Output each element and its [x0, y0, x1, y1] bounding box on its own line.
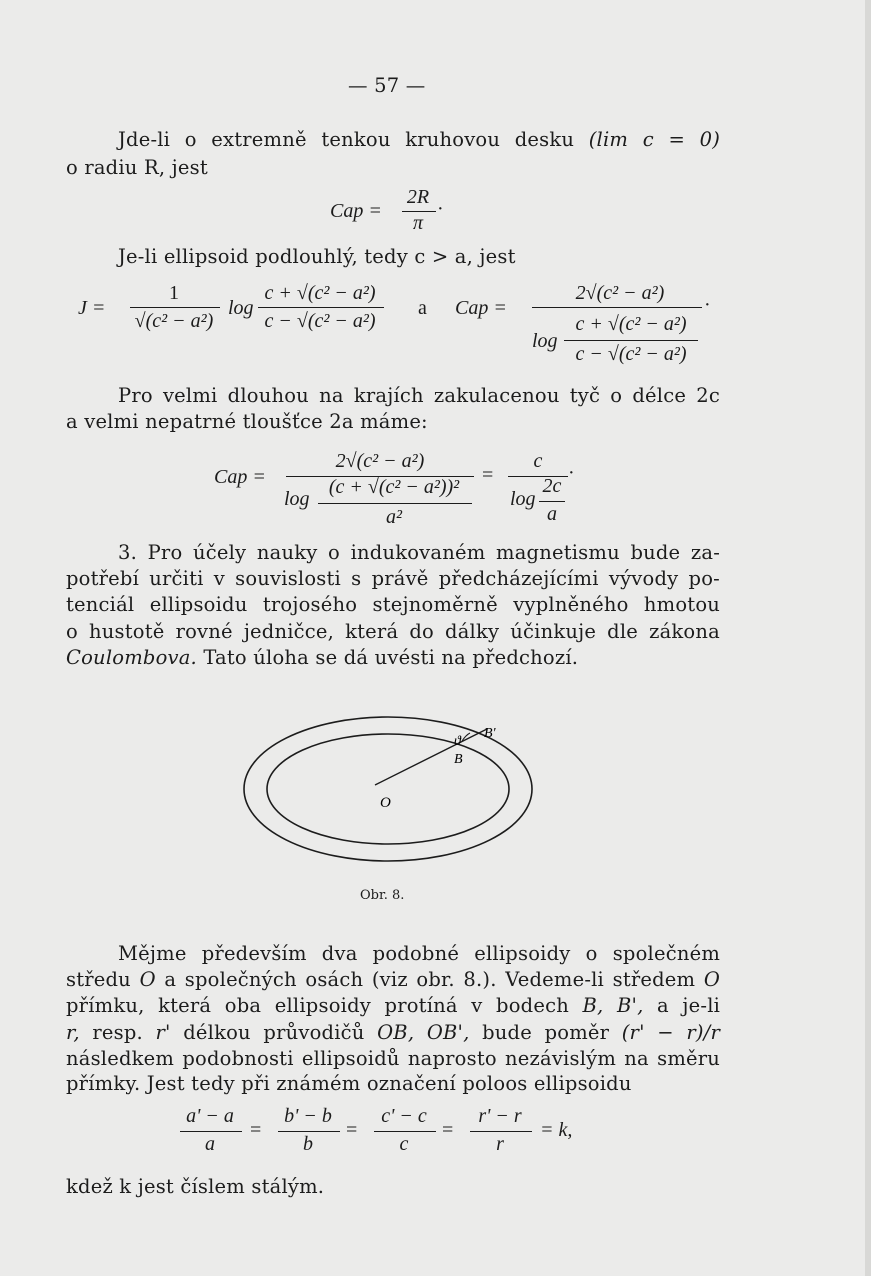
word: (viz [371, 968, 408, 991]
label-o: O [380, 795, 391, 811]
word: středu [66, 968, 131, 991]
page-number: — 57 — [348, 74, 426, 97]
word: hustotě [89, 620, 165, 643]
eq3-eq: = [482, 464, 494, 486]
eq4-f2-bar [278, 1131, 340, 1132]
word: magnetismu [496, 541, 620, 564]
word: nauky [256, 541, 318, 564]
eq2-j-log-den: c − √(c² − a²) [264, 310, 376, 332]
eq2-j-log-num: c + √(c² − a²) [264, 282, 376, 304]
eq2-cap-log-den: c − √(c² − a²) [575, 343, 687, 365]
word: Jde-li [118, 128, 171, 151]
word: zakulacenou [433, 384, 560, 407]
word: 3. [118, 541, 138, 564]
word: 2c [696, 384, 720, 407]
word: naprosto [407, 1047, 497, 1070]
eq3-rhs-num: c [533, 450, 543, 472]
last-line: kdež k jest číslem stálým. [66, 1175, 325, 1198]
word: o [610, 384, 623, 407]
eq3-end: · [568, 462, 575, 484]
word: za- [690, 541, 720, 564]
para3-line5 [66, 646, 578, 669]
word: na [319, 384, 344, 407]
eq2-end: · [704, 294, 711, 316]
word: tenciál [66, 593, 135, 616]
eq4-f2-num: b' − b [284, 1105, 332, 1127]
word: po- [688, 567, 720, 590]
word: ellipsoidů [301, 1047, 400, 1070]
word: Pro [147, 541, 183, 564]
para4-line2 [66, 968, 720, 991]
eq4-f4-bar [470, 1131, 532, 1132]
word: s [351, 567, 362, 590]
word: dva [321, 942, 358, 965]
word: délce [632, 384, 687, 407]
name-coulomb: Coulombova. [66, 646, 197, 669]
word: především [201, 942, 307, 965]
eq3-log-bar [318, 503, 472, 504]
para4-line1 [118, 942, 720, 965]
word: následkem [66, 1047, 175, 1070]
word: ellipsoidy [474, 942, 571, 965]
figure-ellipsoids [230, 705, 550, 880]
word: o [328, 541, 340, 564]
eq3-lhs: Cap = [214, 466, 266, 488]
label-b: B [454, 752, 463, 767]
word: dle [607, 620, 639, 643]
eq4-eq2: = [346, 1119, 358, 1141]
word: indukovaném [350, 541, 486, 564]
eq1-den: π [412, 212, 424, 234]
eq3-log-num: (c + √(c² − a²))² [328, 476, 460, 498]
word: tyč [569, 384, 601, 407]
word: ellipsoidy [274, 994, 371, 1017]
eq4-eq3: = [442, 1119, 454, 1141]
word: Pro [118, 384, 153, 407]
sentence: Tato úloha se dá uvésti na předchozí. [203, 646, 579, 669]
eq4-f4-den: r [496, 1133, 504, 1155]
para4-line6: přímky. Jest tedy při známém označení poloos ellipsoidu [66, 1072, 632, 1095]
para4-line5 [66, 1047, 720, 1070]
eq1-lhs: Cap = [330, 200, 382, 222]
word: O [139, 968, 156, 991]
word: hmotou [643, 593, 721, 616]
word: oba [224, 994, 262, 1017]
para3-line3 [66, 593, 720, 616]
eq4-eq1: = [250, 1119, 262, 1141]
word: vyplněného [513, 593, 629, 616]
word: extremně [211, 128, 307, 151]
word: v [213, 567, 225, 590]
eq4-f3-bar [374, 1131, 436, 1132]
word: účely [193, 541, 247, 564]
word: stejnoměrně [372, 593, 498, 616]
word: krajích [353, 384, 424, 407]
word: jedničce, [243, 620, 335, 643]
inner-ellipse [267, 734, 509, 844]
eq3-rhs-log: log [510, 488, 536, 510]
word: dlouhou [227, 384, 309, 407]
eq3-rhs-log-bar [539, 501, 565, 502]
eq4-f3-den: c [399, 1133, 409, 1155]
eq1-num: 2R [406, 186, 430, 208]
word: (lim c = 0) [588, 128, 720, 151]
word: resp. [92, 1021, 143, 1044]
word: délkou [183, 1021, 251, 1044]
word: společných [184, 968, 297, 991]
word: podobné [372, 942, 460, 965]
eq2-cap-log-bar [564, 340, 698, 341]
eq2-j-bar [130, 307, 220, 308]
word: Mějme [118, 942, 187, 965]
word: nezávislým [505, 1047, 617, 1070]
eq2-j-log-bar [258, 307, 384, 308]
ellipsoid-line: Je-li ellipsoid podlouhlý, tedy c > a, jest [118, 245, 516, 268]
word: určiti [149, 567, 204, 590]
word: O [703, 968, 721, 991]
para3-line1 [118, 541, 720, 564]
eq4-f1-den: a [205, 1133, 215, 1155]
word: kruhovou [405, 128, 501, 151]
word: rovné [175, 620, 233, 643]
word: ellipsoidu [149, 593, 248, 616]
eq4-f2-den: b [303, 1133, 313, 1155]
eq3-rhs-log-den: a [547, 503, 557, 525]
word: OB', [426, 1021, 470, 1044]
eq2-log: log [228, 297, 254, 319]
word: r' [155, 1021, 171, 1044]
word: středem [612, 968, 696, 991]
word: tenkou [321, 128, 391, 151]
eq2-j-den: √(c² − a²) [134, 310, 214, 332]
word: je-li [682, 994, 721, 1017]
word: směru [657, 1047, 721, 1070]
word: a [657, 994, 669, 1017]
eq2-cap-log-num: c + √(c² − a²) [575, 313, 687, 335]
word: vývody [608, 567, 679, 590]
eq3-num: 2√(c² − a²) [335, 450, 425, 472]
word: která [345, 620, 399, 643]
label-b-prime: B' [484, 726, 496, 741]
para4-line4 [66, 1021, 720, 1044]
word: trojosého [262, 593, 358, 616]
word: potřebí [66, 567, 140, 590]
para2-line2: a velmi nepatrné tloušťce 2a máme: [66, 410, 428, 433]
word: přímku, [66, 994, 145, 1017]
para1-line1 [118, 128, 720, 151]
word: r, [66, 1021, 80, 1044]
word: protíná [384, 994, 458, 1017]
para2-line1 [118, 384, 720, 407]
eq3-log-den: a² [386, 506, 402, 528]
word: bude [482, 1021, 532, 1044]
scan-edge [865, 0, 871, 1276]
word: bude [630, 541, 681, 564]
word: právě [371, 567, 429, 590]
eq4-f1-bar [180, 1131, 242, 1132]
eq3-log: log [284, 488, 310, 510]
figure-caption: Obr. 8. [360, 888, 405, 903]
eq4-f4-num: r' − r [478, 1105, 522, 1127]
word: zákona [649, 620, 720, 643]
word: OB, [377, 1021, 415, 1044]
word: o [184, 128, 197, 151]
word: o [66, 620, 78, 643]
word: dálky [445, 620, 500, 643]
eq4-end: = k, [540, 1119, 573, 1141]
para3-line2 [66, 567, 720, 590]
word: a [164, 968, 177, 991]
word: podobnosti [182, 1047, 294, 1070]
eq2-j-num: 1 [169, 282, 179, 304]
eq3-rhs-log-num: 2c [542, 475, 562, 497]
word: obr. [416, 968, 455, 991]
word: společném [612, 942, 721, 965]
para3-line4 [66, 620, 720, 643]
word: účinkuje [510, 620, 597, 643]
eq2-cap-lhs: Cap = [455, 297, 507, 319]
word: B, [582, 994, 604, 1017]
word: průvodičů [263, 1021, 365, 1044]
word: desku [514, 128, 575, 151]
eq2-j-lhs: J = [78, 297, 106, 319]
word: 8.). [463, 968, 497, 991]
para1-line2: o radiu R, jest [66, 156, 208, 179]
word: na [624, 1047, 649, 1070]
word: bodech [496, 994, 569, 1017]
word: souvislosti [235, 567, 341, 590]
word: která [158, 994, 212, 1017]
word: v [471, 994, 483, 1017]
label-theta: ϑ [454, 734, 461, 749]
word: o [585, 942, 598, 965]
word: B', [617, 994, 644, 1017]
eq2-cap-log: log [532, 330, 558, 352]
eq4-f3-num: c' − c [381, 1105, 427, 1127]
eq2-conj: a [418, 297, 427, 319]
para4-line3 [66, 994, 720, 1017]
eq2-cap-bar [532, 307, 702, 308]
word: do [409, 620, 434, 643]
eq2-cap-num: 2√(c² − a²) [575, 282, 665, 304]
word: velmi [162, 384, 218, 407]
word: osách [305, 968, 364, 991]
eq4-f1-num: a' − a [186, 1105, 234, 1127]
word: předcházejícími [438, 567, 599, 590]
word: Vedeme-li [505, 968, 604, 991]
word: poměr [544, 1021, 610, 1044]
word: (r' − r)/r [621, 1021, 720, 1044]
eq1-end: · [437, 198, 444, 220]
